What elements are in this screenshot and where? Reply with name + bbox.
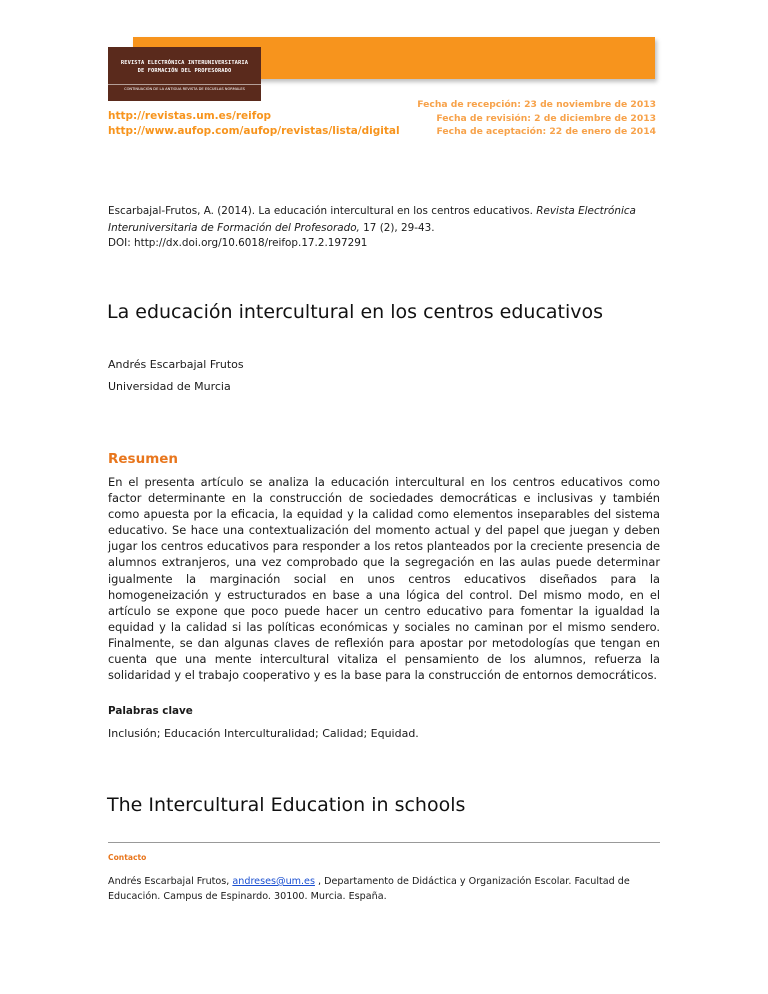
contact-name: Andrés Escarbajal Frutos, bbox=[108, 876, 230, 887]
submission-dates bbox=[417, 98, 656, 139]
journal-url-link[interactable]: http://revistas.um.es/reifop bbox=[108, 110, 272, 122]
reception-date: Fecha de recepción: 23 de noviembre de 2013 bbox=[417, 99, 656, 110]
citation-text: Escarbajal-Frutos, A. (2014). La educación intercultural en los centros educativos. bbox=[108, 205, 533, 217]
contact-address: , Departamento de Didáctica y Organización Escolar. Facultad de Educación. Campus de Espinardo. 30100. Murcia. España. bbox=[108, 876, 630, 902]
logo-line-3: CONTINUACIÓN DE LA ANTIGUA REVISTA DE ESCUELAS NORMALES bbox=[124, 87, 245, 91]
journal-logo bbox=[108, 47, 261, 101]
keywords: Inclusión; Educación Interculturalidad; Calidad; Equidad. bbox=[108, 727, 419, 740]
logo-line-2: DE FORMACIÓN DEL PROFESORADO bbox=[137, 68, 232, 74]
citation bbox=[108, 203, 660, 236]
acceptance-date: Fecha de aceptación: 22 de enero de 2014 bbox=[436, 126, 656, 137]
keywords-heading: Palabras clave bbox=[108, 705, 193, 717]
citation-journal: Revista Electrónica Interuniversitaria de Formación del Profesorado, bbox=[108, 205, 636, 234]
contact-info bbox=[108, 874, 660, 904]
doi[interactable]: DOI: http://dx.doi.org/10.6018/reifop.17.2.197291 bbox=[108, 237, 368, 249]
abstract-heading: Resumen bbox=[108, 451, 179, 467]
contact-divider bbox=[108, 842, 660, 843]
author-affiliation: Universidad de Murcia bbox=[108, 380, 231, 393]
logo-line-1: REVISTA ELECTRÓNICA INTERUNIVERSITARIA bbox=[120, 60, 249, 66]
revision-date: Fecha de revisión: 2 de diciembre de 2013 bbox=[436, 112, 656, 124]
aufop-url-link[interactable]: http://www.aufop.com/aufop/revistas/lista/digital bbox=[108, 125, 400, 137]
contact-heading: Contacto bbox=[108, 853, 147, 862]
logo-divider bbox=[108, 84, 261, 85]
article-title: La educación intercultural en los centros educativos bbox=[107, 301, 604, 323]
abstract-text: En el presenta artículo se analiza la educación intercultural en los centros educativos como factor determinante en la construcción de sociedades democráticas e inclusivas y también como apuesta por la eficacia, la equidad y la calidad como elementos inseparables del sistema educativo. Se hace una contextualización del momento actual y del papel que juegan y deben jugar los centros educativos para responder a los retos planteados por la creciente presencia de alumnos extranjeros, una vez comprobado que la segregación en las aulas puede determinar igualmente la marginación social en unos centros educativos diseñados para la homogeneización y estructurados en base a una lógica del control. Del mismo modo, en el artículo se expone que poco puede hacer un centro educativo para fomentar la igualdad la equidad y la calidad si las políticas económicas y sociales no caminan por el mismo sendero. Finalmente, se dan algunas claves de reflexión para apostar por metodologías que tengan en cuenta que una mente intercultural vitaliza el pensamiento de los alumnos, refuerza la solidaridad y el trabajo cooperativo y es la base para la construcción de entornos democráticos. bbox=[108, 475, 660, 683]
contact-email-link[interactable]: andreses@um.es bbox=[232, 876, 315, 887]
citation-details: 17 (2), 29-43. bbox=[363, 221, 435, 234]
journal-urls bbox=[108, 109, 400, 139]
english-title: The Intercultural Education in schools bbox=[107, 794, 466, 816]
author-name: Andrés Escarbajal Frutos bbox=[108, 358, 244, 371]
